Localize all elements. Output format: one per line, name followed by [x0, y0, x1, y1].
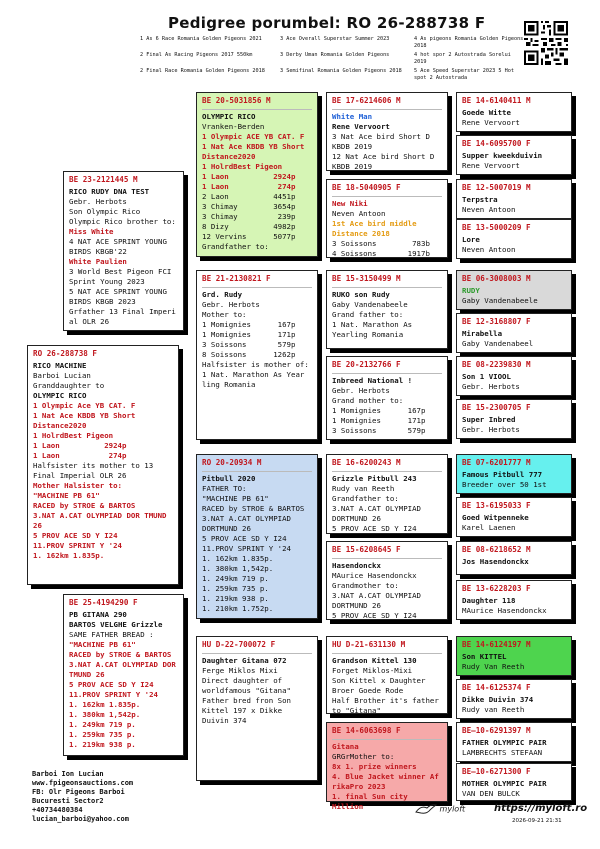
result-line: 3 Chimay 239p	[202, 212, 296, 221]
ring-number: BE 17-6214606 M	[332, 96, 442, 110]
note-line: Olympic Rico brother to:	[69, 217, 176, 226]
pigeon-name: Pitbull 2020	[202, 474, 256, 483]
breeder: Gebr. Herbots	[462, 382, 520, 391]
pigeon-name: RICO RUDY DNA TEST	[69, 187, 150, 196]
result-line: 3 Soissons 579p	[202, 340, 296, 349]
breeder: Neven Antoon	[462, 205, 516, 214]
g5-card[interactable]	[456, 135, 572, 175]
highlight-line: 1. 380km 1,542p.	[69, 710, 141, 719]
result-line: 1 Laon 2924p	[33, 441, 127, 450]
breeder: Gaby Vandenabeele	[462, 296, 538, 305]
highlight-line: 11.PROV SPRINT Y '24	[69, 690, 158, 699]
ring-number: BE 16-6200243 M	[332, 458, 442, 472]
contact-website[interactable]: www.fpigeonsauctions.com	[32, 779, 134, 787]
dam-sire-card[interactable]	[196, 454, 318, 619]
g5-card[interactable]	[456, 219, 572, 259]
pigeon-name: Dikke Duivin 374	[462, 695, 534, 704]
note-line: 12 Nat Ace bird Short D KBDB 2019	[332, 152, 435, 171]
pigeon-name: Inbreed National !	[332, 376, 413, 385]
highlight-line: 1. 259km 735 p.	[69, 730, 136, 739]
g5-card[interactable]	[456, 92, 572, 132]
highlight-line: 1 HolrdBest Pigeon	[33, 431, 114, 440]
dam-sire-dam-card[interactable]	[326, 541, 448, 620]
note-line: Grandfather to:	[202, 242, 269, 251]
note-line: 11.PROV SPRINT Y '24	[202, 544, 291, 553]
ring-number: HU D-22-700072 F	[202, 640, 312, 654]
pigeon-name: RUDY	[462, 286, 480, 295]
note-line: Grandmother to:	[332, 581, 399, 590]
breeder: VAN DEN BULCK	[462, 789, 520, 798]
breeder: Rene Vervoort	[332, 122, 390, 131]
highlight-line: 1 Olympic Ace YB CAT. F	[33, 401, 136, 410]
ring-number: BE 20-2132766 F	[332, 360, 442, 374]
highlight-line: 1. 219km 938 p.	[69, 740, 136, 749]
note-line: Son Olympic Rico	[69, 207, 141, 216]
pigeon-name: Super Inbred	[462, 415, 516, 424]
result-line: 1 Laon 2924p	[202, 172, 296, 181]
note-line: 1. 249km 719 p.	[202, 574, 269, 583]
highlight-line: 4. Blue Jacket winner Af rikaPro 2023	[332, 772, 439, 791]
note-line: 5 NAT ACE SPRINT YOUNG BIRDS KBGB 2023	[69, 287, 167, 306]
myloft-logo	[415, 803, 465, 815]
contact-phone: +40734480384	[32, 806, 83, 814]
breeder: Gebr. Herbots	[462, 425, 520, 434]
ring-number: HU D-21-631130 M	[332, 640, 442, 654]
pigeon-name: Lore	[462, 235, 480, 244]
g5-card[interactable]	[456, 454, 572, 494]
note-line: 3 World Best Pigeon FCI Sprint Young 2023	[69, 267, 172, 286]
result-line: 4 Soissons 1917b	[332, 249, 430, 258]
pigeon-name: Gitana	[332, 742, 359, 751]
ring-number: BE 12-3168807 F	[462, 317, 531, 326]
pigeon-name: Grd. Rudy	[202, 290, 243, 299]
g5-card[interactable]	[456, 179, 572, 219]
note-line: Halfsister its mother to 13 Final Imperial OLR 26	[33, 461, 154, 480]
pigeon-name: MOTHER OLYMPIC PAIR	[462, 779, 547, 788]
dam-dam-card[interactable]	[196, 636, 318, 781]
result-line: 12 Vervins 5077p	[202, 232, 296, 241]
highlight-line: 11.PROV SPRINT Y '24	[33, 541, 122, 550]
note-line: 1. 162km 1.835p.	[202, 554, 274, 563]
breeder: Gebr. Herbots	[69, 197, 127, 206]
note-line: FATHER TO:	[202, 484, 247, 493]
logo-text: myloft	[439, 804, 466, 814]
g5-card[interactable]	[456, 541, 572, 575]
ring-number: BE 08-6218652 M	[462, 545, 531, 554]
ring-number: BE 14-6063698 F	[332, 726, 442, 740]
ring-number: BE 15-6208645 F	[332, 545, 442, 559]
contact-address: Bucuresti Sector2	[32, 797, 104, 805]
achievements-list	[140, 36, 524, 82]
highlight-line: 3.NAT A.CAT OLYMPIAD DOR TMUND 26	[33, 511, 167, 530]
breeder: Gebr. Herbots	[202, 300, 260, 309]
breeder: Rudy van Reeth	[462, 705, 525, 714]
ring-number: BE 14-6140411 M	[462, 96, 531, 105]
highlight-line: 1. 249km 719 p.	[69, 720, 136, 729]
achievement: 1 As 6 Race Romania Golden Pigeons 2021	[140, 36, 262, 42]
note-line: GRGrMother to:	[332, 752, 395, 761]
pigeon-name: New Niki	[332, 199, 368, 208]
note-line: SAME FATHER BREAD :	[69, 630, 154, 639]
pigeon-name: OLYMPIC RICO	[202, 112, 256, 121]
highlight-line: 5 PROV ACE SD Y I24	[33, 531, 118, 540]
note-line: 1. 259km 735 p.	[202, 584, 269, 593]
note-line: Halfsister is mother of:	[202, 360, 309, 369]
highlight-line: 3.NAT A.CAT OLYMPIAD DOR TMUND 26	[69, 660, 176, 679]
ring-number: BE 20-5031856 M	[202, 96, 312, 110]
result-line: 3 Soissons 579p	[332, 426, 426, 435]
highlight-line: Mother Halsister to:	[33, 481, 122, 490]
achievement: 3 Semifinal Romania Golden Pigeons 2018	[280, 68, 402, 74]
site-link[interactable]: https://myloft.ro	[494, 803, 588, 814]
note-line: Granddaughter to	[33, 381, 105, 390]
note-line: 1. 219km 938 p.	[202, 594, 269, 603]
result-line: 2 Laon 4451p	[202, 192, 296, 201]
breeder: Gaby Vandenabeele	[332, 300, 408, 309]
breeder: MAurice Hasendonckx	[462, 606, 547, 615]
highlight-line: 5 PROV ACE SD Y I24	[69, 680, 154, 689]
ring-number: BE 14-6095700 F	[462, 139, 531, 148]
contact-email[interactable]: lucian_barboi@yahoo.com	[32, 815, 129, 823]
achievement: 4 hot spor 2 Autostrada Sorelui 2019	[414, 52, 511, 65]
g5-card[interactable]	[456, 722, 572, 762]
contact-info	[32, 770, 133, 824]
note-line: 5 PROV ACE SD Y I24	[332, 524, 417, 533]
pigeon-name: FATHER OLYMPIC PAIR	[462, 738, 547, 747]
ring-number: BE 18-5040905 F	[332, 183, 442, 197]
highlight-line: "MACHINE PB 61"	[69, 640, 136, 649]
note-line: 3.NAT A.CAT OLYMPIAD DORTMUND 26	[332, 591, 421, 610]
pigeon-name: Goede Witte	[462, 108, 511, 117]
pigeon-name: Grandson Kittel 130	[332, 656, 417, 665]
note-line: 1 Nat. Marathon As Yearling Romania	[332, 320, 413, 339]
g5-card[interactable]	[456, 497, 572, 537]
breeder: Rudy Van Reeth	[462, 662, 525, 671]
dam-dam-dam-card[interactable]	[326, 722, 448, 811]
note-line: Half Brother it's father to "Gitana"	[332, 696, 439, 715]
result-line: 1 Momignies 171p	[202, 330, 296, 339]
pigeon-name: PB GITANA 290	[69, 610, 127, 619]
pigeon-name: Hasendonckx	[332, 561, 381, 570]
highlight-line: 1 HolrdBest Pigeon	[202, 162, 283, 171]
breeder: Gebr. Herbots	[332, 386, 390, 395]
contact-name: Barboi Ion Lucian	[32, 770, 104, 778]
ring-number: BE 08-2239830 M	[462, 360, 531, 369]
highlight-line: "MACHINE PB 61"	[33, 491, 100, 500]
note-line: Forget Miklos-Mixi	[332, 666, 413, 675]
pigeon-name: RUKO son Rudy	[332, 290, 390, 299]
note-line: Direct daughter of worldfamous "Gitana"	[202, 676, 291, 695]
result-line: 3 Soissons 783b	[332, 239, 430, 248]
breeder: Vranken-Berden	[202, 122, 265, 131]
ring-number: BE 06-3008003 M	[462, 274, 531, 283]
sire-sire-dam-card[interactable]	[326, 179, 448, 258]
result-line: 1 Momignies 171p	[332, 416, 426, 425]
highlight-line: 1. 162km 1.835p.	[33, 551, 105, 560]
pigeon-name: RICO MACHINE	[33, 361, 87, 370]
dam-sire-sire-card[interactable]	[326, 454, 448, 534]
note-line: 5 PROV ACE SD Y I24	[202, 534, 287, 543]
pigeon-name: Terpstra	[462, 195, 498, 204]
note-line: Father bred fron Son Kittel 197 x Dikke Duivin 374	[202, 696, 291, 725]
pigeon-name: Goed Witpenneke	[462, 513, 529, 522]
ring-number: BE—10-6271300 F	[462, 767, 531, 776]
achievement: 2 Final As Racing Pigeons 2017 550km	[140, 52, 253, 58]
breeder: MAurice Hasendonckx	[332, 571, 417, 580]
highlight-line: 1. final Sun city Million	[332, 792, 408, 811]
note-line: OLYMPIC RICO	[33, 391, 87, 400]
result-line: 1 Momignies 167p	[332, 406, 426, 415]
note-line: RACED by STROE & BARTOS	[202, 504, 305, 513]
highlight-line: 1st Ace bird middle Distance 2018	[332, 219, 417, 238]
pigeon-name: Famous Pitbull 777	[462, 470, 543, 479]
highlight-line: 1 Olympic ACE YB CAT. F	[202, 132, 305, 141]
achievement: 5 Ace Speed Superstar 2023 5 Hot spot 2 Autostrada	[414, 68, 514, 81]
ring-number: BE 21-2130821 F	[202, 274, 312, 288]
ring-number: BE 07-6201777 M	[462, 458, 531, 467]
pigeon-name: Jos Hasendonckx	[462, 557, 529, 566]
ring-number: BE 23-2121445 M	[69, 175, 138, 184]
sire-dam-card[interactable]	[196, 270, 318, 440]
breeder: Rene Vervoort	[462, 161, 520, 170]
highlight-line: RACED by STROE & BARTOS	[69, 650, 172, 659]
g5-card[interactable]	[456, 270, 572, 310]
result-line: 1 Laon 274p	[202, 182, 296, 191]
note-line: Grandfather to:	[332, 494, 399, 503]
qr-code-icon[interactable]	[524, 21, 568, 65]
ring-number: BE—10-6291397 M	[462, 726, 531, 735]
achievement: 4 As pigeons Romania Golden Pigeons 2018	[414, 36, 524, 49]
note-line: Grand mother to:	[332, 396, 404, 405]
achievement: 2 Final Race Romania Golden Pigeons 2018	[140, 68, 265, 74]
highlight-line: 1. 162km 1.835p.	[69, 700, 141, 709]
pigeon-name: Son KITTEL	[462, 652, 507, 661]
breeder: Karel Laenen	[462, 523, 516, 532]
note-line: al OLR 26	[69, 317, 110, 326]
ring-number: BE 14-6125374 F	[462, 683, 531, 692]
breeder: Rene Vervoort	[462, 118, 520, 127]
result-line: 8 Dizy 4982p	[202, 222, 296, 231]
ring-number: BE 13-6228203 F	[462, 584, 531, 593]
pigeon-name-2: BARTOS VELGHE Grizzle	[69, 620, 163, 629]
ring-number: BE 14-6124197 M	[462, 640, 531, 649]
g5-card[interactable]	[456, 313, 572, 353]
result-line: 1 Laon 274p	[33, 451, 127, 460]
breeder: LAMBRECHTS STEFAAN	[462, 748, 543, 757]
note-line: Grand father to:	[332, 310, 404, 319]
result-line: 3 Chimay 3654p	[202, 202, 296, 211]
g5-card[interactable]	[456, 580, 572, 620]
dam-card[interactable]	[63, 594, 184, 756]
note-line: 3.NAT A.CAT OLYMPIAD DORTMUND 26	[202, 514, 291, 533]
highlight-line: White Paulien	[69, 257, 127, 266]
g5-card[interactable]	[456, 636, 572, 676]
contact-facebook: FB: Olr Pigeons Barboi	[32, 788, 125, 796]
pigeon-name: Daughter Gitana 072	[202, 656, 287, 665]
breeder: Rudy van Reeth	[332, 484, 395, 493]
ring-number: BE 15-3150499 M	[332, 274, 442, 288]
sire-dam-dam-card[interactable]	[326, 356, 448, 440]
subject-pigeon-card[interactable]	[27, 345, 179, 585]
ring-number: BE 13-6195033 F	[462, 501, 531, 510]
note-line: Grfather 13 Final Imperi	[69, 307, 176, 316]
highlight-line: 8x 1. prize winners	[332, 762, 417, 771]
pigeon-logo-icon	[415, 803, 437, 815]
ring-number: RO 26-288738 F	[33, 349, 98, 358]
note-line: 4 NAT ACE SPRINT YOUNG BIRDS KBGB'22	[69, 237, 167, 256]
highlight-line: RACED by STROE & BARTOS	[33, 501, 136, 510]
note-line: 1. 380km 1,542p.	[202, 564, 274, 573]
achievement: 3 Derby Uman Romania Golden Pigeons	[280, 52, 390, 58]
result-line: 8 Soissons 1262p	[202, 350, 296, 359]
breeder: Neven Antoon	[332, 209, 386, 218]
pigeon-name: Supper kweekduivin	[462, 151, 543, 160]
note-line: Ferge Miklos Mixi	[202, 666, 278, 675]
g5-card[interactable]	[456, 399, 572, 439]
pigeon-name: Grizzle Pitbull 243	[332, 474, 417, 483]
note-line: "MACHINE PB 61"	[202, 494, 269, 503]
pigeon-name: Daughter 118	[462, 596, 516, 605]
breeder: Gaby Vandenabeel	[462, 339, 534, 348]
note-line: 5 PROV ACE SD Y I24	[332, 611, 417, 620]
sire-dam-sire-card[interactable]	[326, 270, 448, 349]
pigeon-name: White Man	[332, 112, 373, 121]
g5-card[interactable]	[456, 356, 572, 396]
ring-number: BE 15-2300705 F	[462, 403, 531, 412]
g5-card[interactable]	[456, 679, 572, 719]
sire-sire-card[interactable]	[196, 92, 318, 257]
achievement: 3 Ace Overall Superstar Summer 2023	[280, 36, 390, 42]
breeder: Barboi Lucian	[33, 371, 91, 380]
note-line: 3.NAT A.CAT OLYMPIAD DORTMUND 26	[332, 504, 421, 523]
note-line: 3 Nat Ace bird Short D KBDB 2019	[332, 132, 430, 151]
ring-number: RO 20-20934 M	[202, 458, 312, 472]
note-line: 1. 210km 1.752p.	[202, 604, 274, 613]
breeder: Breeder over 50 1st	[462, 480, 547, 489]
g5-card[interactable]	[456, 763, 572, 801]
highlight-line: Miss White	[69, 227, 114, 236]
ring-number: BE 25-4194290 F	[69, 598, 138, 607]
breeder: Neven Antoon	[462, 245, 516, 254]
ring-number: BE 13-5000209 F	[462, 223, 531, 232]
ring-number: BE 12-5007019 M	[462, 183, 531, 192]
result-line: 1 Momignies 167p	[202, 320, 296, 329]
dam-dam-sire-card[interactable]	[326, 636, 448, 714]
print-date: 2026-09-21 21:31	[512, 818, 562, 824]
note-line: 1 Nat. Marathon As Year ling Romania	[202, 370, 305, 389]
highlight-line: 1 Nat Ace KBDB YB Short Distance2020	[33, 411, 136, 430]
sire-card[interactable]	[63, 171, 184, 331]
pigeon-name: Son 1 VIOOL	[462, 372, 511, 381]
highlight-line: 1 Nat Ace KBDB YB Short Distance2020	[202, 142, 305, 161]
note-line: Son Kittel x Daughter Broer Goede Rode	[332, 676, 426, 695]
note-line: Mother to:	[202, 310, 247, 319]
page-title: Pedigree porumbel: RO 26-288738 F	[168, 14, 486, 32]
sire-sire-sire-card[interactable]	[326, 92, 448, 171]
pigeon-name: Mirabella	[462, 329, 503, 338]
